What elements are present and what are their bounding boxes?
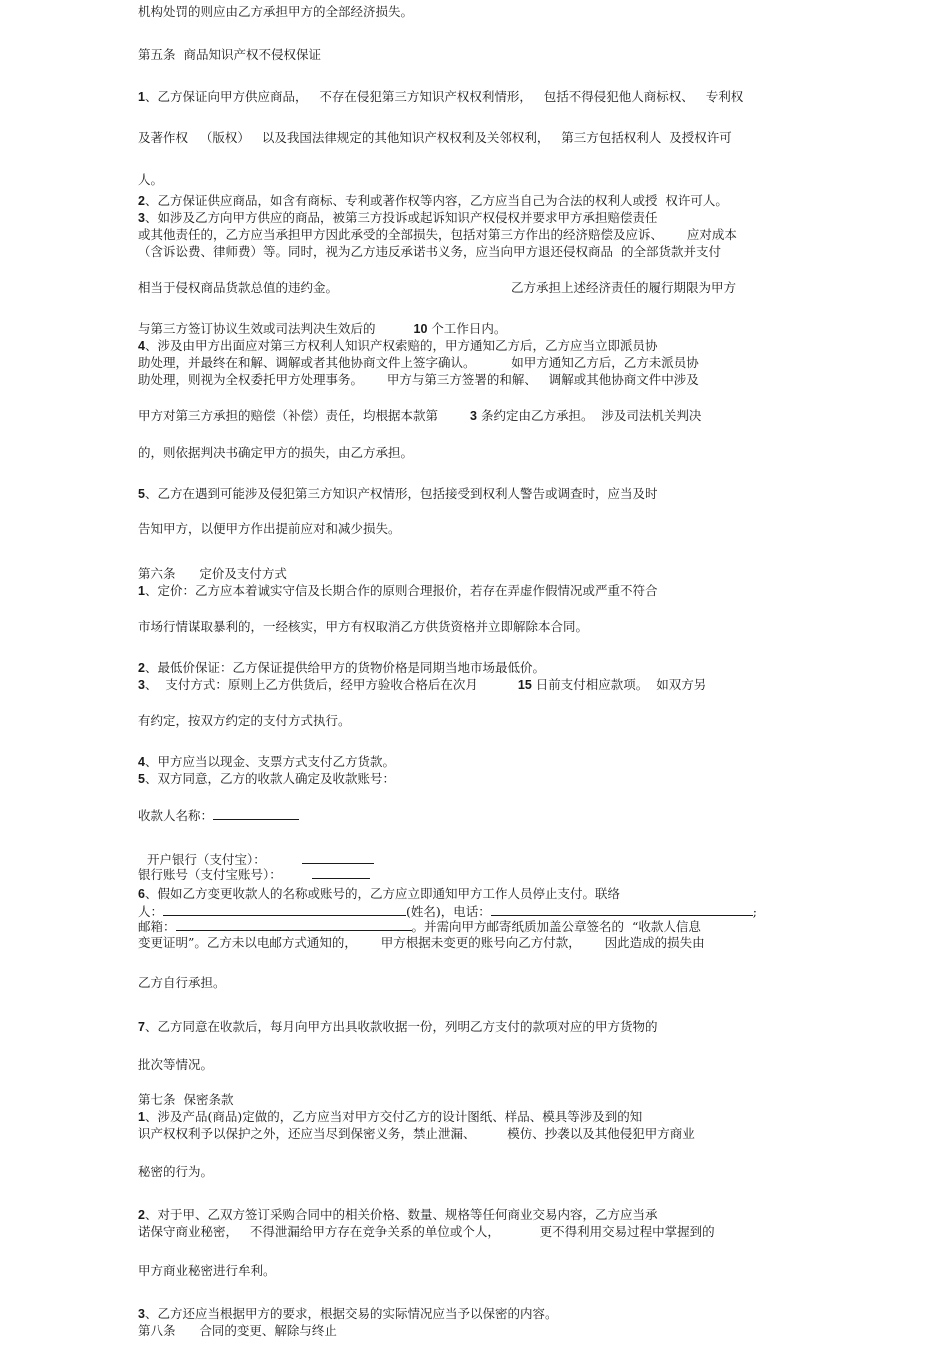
text-line: （含诉讼费、律师费）等。同时，视为乙方违反承诺书义务，应当向甲方退还侵权商品 的全部货款并支付 (138, 244, 721, 259)
text-line: 秘密的行为。 (138, 1164, 214, 1179)
text-line: 乙方承担上述经济责任的履行期限为甲方 (511, 280, 737, 295)
article-5-heading: 第五条 商品知识产权不侵权保证 (138, 47, 321, 62)
article-7-heading: 第七条 保密条款 (138, 1092, 234, 1107)
text-line: 2、对于甲、乙双方签订采购合同中的相关价格、数量、规格等任何商业交易内容，乙方应当承 (138, 1207, 658, 1222)
text-line: 3、如涉及乙方向甲方供应的商品，被第三方投诉或起诉知识产权侵权并要求甲方承担赔偿责任 (138, 210, 658, 225)
text-line: 批次等情况。 (138, 1057, 214, 1072)
bank-field[interactable] (302, 851, 374, 864)
text-line: 及著作权 （版权） 以及我国法律规定的其他知识产权权利及关邻权利， 第三方包括权利人 及授权许可 (138, 130, 732, 145)
article-6-heading: 第六条 定价及支付方式 (138, 566, 287, 581)
account-line: 银行账号（支付宝账号）： (138, 866, 370, 882)
text-line: 6、假如乙方变更收款人的名称或账号的，乙方应立即通知甲方工作人员停止支付。联络 (138, 886, 620, 901)
text-line: 3、 支付方式：原则上乙方供货后，经甲方验收合格后在次月 15 日前支付相应款项。 如双方另 (138, 677, 707, 692)
text-line: 助处理，并最终在和解、调解或者其他协商文件上签字确认。 如甲方通知乙方后，乙方未派员协 (138, 355, 699, 370)
payee-name-field[interactable] (213, 807, 299, 820)
text-line: 4、甲方应当以现金、支票方式支付乙方货款。 (138, 754, 395, 769)
text-line: 告知甲方，以便甲方作出提前应对和减少损失。 (138, 521, 401, 536)
contact-line: 人： (姓名)，电话： ; (138, 904, 757, 919)
text-line: 或其他责任的，乙方应当承担甲方因此承受的全部损失，包括对第三方作出的经济赔偿及应诉、 应对成本 (138, 227, 737, 242)
payee-name-line: 收款人名称： (138, 807, 299, 823)
text-line: 相当于侵权商品货款总值的违约金。 (138, 280, 339, 295)
text-line: 7、乙方同意在收款后，每月向甲方出具收款收据一份，列明乙方支付的款项对应的甲方货物的 (138, 1019, 658, 1034)
contact-name-field[interactable] (163, 903, 406, 916)
text-line: 变更证明”。乙方未以电邮方式通知的， 甲方根据未变更的账号向乙方付款， 因此造成的损失由 (138, 935, 705, 950)
text-line: 甲方商业秘密进行牟利。 (138, 1263, 276, 1278)
text-line: 5、乙方在遇到可能涉及侵犯第三方知识产权情形，包括接受到权利人警告或调查时，应当及时 (138, 486, 658, 501)
text-line: 诺保守商业秘密， 不得泄漏给甲方存在竞争关系的单位或个人， 更不得利用交易过程中掌握到的 (138, 1224, 715, 1239)
email-line: 邮箱： 。并需向甲方邮寄纸质加盖公章签名的 “收款人信息 (138, 919, 701, 934)
text-line: 的，则依据判决书确定甲方的损失，由乙方承担。 (138, 445, 414, 460)
text-line: 有约定，按双方约定的支付方式执行。 (138, 713, 351, 728)
text-line: 2、最低价保证：乙方保证提供给甲方的货物价格是同期当地市场最低价。 (138, 660, 545, 675)
article-8-heading: 第八条 合同的变更、解除与终止 (138, 1323, 337, 1338)
phone-field[interactable] (491, 903, 753, 916)
text-line: 助处理，则视为全权委托甲方处理事务。 甲方与第三方签署的和解、 调解或其他协商文件中涉及 (138, 372, 699, 387)
text-line: 1、乙方保证向甲方供应商品， 不存在侵犯第三方知识产权权利情形， 包括不得侵犯他人商标权、 专利权 (138, 89, 744, 104)
text-line: 5、双方同意，乙方的收款人确定及收款账号： (138, 771, 395, 786)
text-line: 甲方对第三方承担的赔偿（补偿）责任，均根据本款第 3 条约定由乙方承担。 涉及司法机关判决 (138, 408, 702, 423)
text-line: 识产权权利予以保护之外，还应当尽到保密义务，禁止泄漏、 模仿、抄袭以及其他侵犯甲方商业 (138, 1126, 695, 1141)
text-line: 1、涉及产品(商品)定做的，乙方应当对甲方交付乙方的设计图纸、样品、模具等涉及到的知 (138, 1109, 643, 1124)
text-line: 2、乙方保证供应商品，如含有商标、专利或著作权等内容，乙方应当自己为合法的权利人或授 权许可人。 (138, 193, 728, 208)
text-line: 机构处罚的则应由乙方承担甲方的全部经济损失。 (138, 4, 414, 19)
text-line: 1、定价：乙方应本着诚实守信及长期合作的原则合理报价，若存在弄虚作假情况或严重不符合 (138, 583, 658, 598)
account-field[interactable] (312, 866, 370, 879)
text-line: 人。 (138, 172, 164, 187)
text-line: 4、涉及由甲方出面应对第三方权利人知识产权索赔的，甲方通知乙方后，乙方应当立即派员协 (138, 338, 658, 353)
text-line: 乙方自行承担。 (138, 975, 226, 990)
text-line: 3、乙方还应当根据甲方的要求，根据交易的实际情况应当予以保密的内容。 (138, 1306, 558, 1321)
text-line: 与第三方签订协议生效或司法判决生效后的 10 个工作日内。 (138, 321, 507, 336)
text-line: 市场行情谋取暴利的，一经核实，甲方有权取消乙方供货资格并立即解除本合同。 (138, 619, 589, 634)
email-field[interactable] (176, 918, 412, 931)
bank-line: 开户银行（支付宝）： (147, 851, 374, 867)
